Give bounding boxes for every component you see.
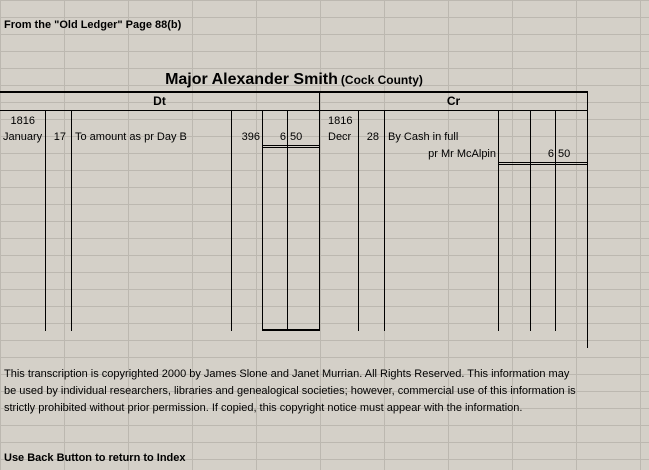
credit-desc-col-line bbox=[498, 111, 499, 331]
debit-year: 1816 bbox=[10, 115, 35, 127]
credit-dollars: 6 bbox=[547, 148, 554, 160]
debit-bottom-rule bbox=[262, 329, 319, 331]
credit-header: Cr bbox=[446, 94, 461, 108]
credit-dollar-col-line bbox=[555, 111, 556, 331]
credit-day: 28 bbox=[366, 131, 379, 143]
credit-cents: 50 bbox=[558, 148, 571, 160]
credit-day-col-line bbox=[384, 111, 385, 331]
debit-folio: 396 bbox=[241, 131, 260, 143]
debit-header: Dt bbox=[153, 94, 166, 108]
debit-day-col-line bbox=[71, 111, 72, 331]
account-name: Major Alexander Smith bbox=[165, 71, 338, 88]
credit-year: 1816 bbox=[328, 115, 353, 127]
credit-month: Decr bbox=[328, 131, 352, 143]
debit-cents: 50 bbox=[290, 131, 303, 143]
debit-dollars: 6 bbox=[279, 131, 286, 143]
header-top-rule bbox=[0, 91, 588, 93]
debit-dollar-col-line bbox=[287, 111, 288, 331]
credit-right-edge bbox=[587, 111, 588, 348]
debit-total-rule-1 bbox=[262, 145, 319, 146]
credit-description-1: By Cash in full bbox=[388, 131, 459, 143]
credit-description-2: pr Mr McAlpin bbox=[428, 148, 496, 160]
debit-folio-col-line bbox=[262, 111, 263, 331]
credit-total-rule-2 bbox=[498, 164, 587, 165]
credit-month-col-line bbox=[358, 111, 359, 331]
debit-month: January bbox=[3, 131, 43, 143]
source-heading: From the "Old Ledger" Page 88(b) bbox=[4, 19, 182, 31]
copyright-notice: This transcription is copyrighted 2000 by James Slone and Janet Murrian. All Rights Reserved. This information may be used by individual researchers, libraries and genealogical societies; however, commercial use of this information is strictly prohibited without prior permission. If copied, this copyright notice must appear with the information. bbox=[4, 368, 576, 414]
header-right-edge bbox=[587, 93, 588, 110]
header-bottom-rule bbox=[0, 110, 588, 111]
back-instruction: Use Back Button to return to Index bbox=[4, 452, 186, 464]
account-county: (Cock County) bbox=[340, 73, 423, 87]
center-divider bbox=[319, 111, 320, 331]
debit-total-rule-2 bbox=[262, 147, 319, 148]
debit-day: 17 bbox=[53, 131, 66, 143]
account-title bbox=[0, 71, 588, 89]
debit-desc-col-line bbox=[231, 111, 232, 331]
debit-month-col-line bbox=[45, 111, 46, 331]
debit-description: To amount as pr Day B bbox=[75, 131, 187, 143]
credit-total-rule-1 bbox=[498, 162, 587, 163]
credit-folio-col-line bbox=[530, 111, 531, 331]
